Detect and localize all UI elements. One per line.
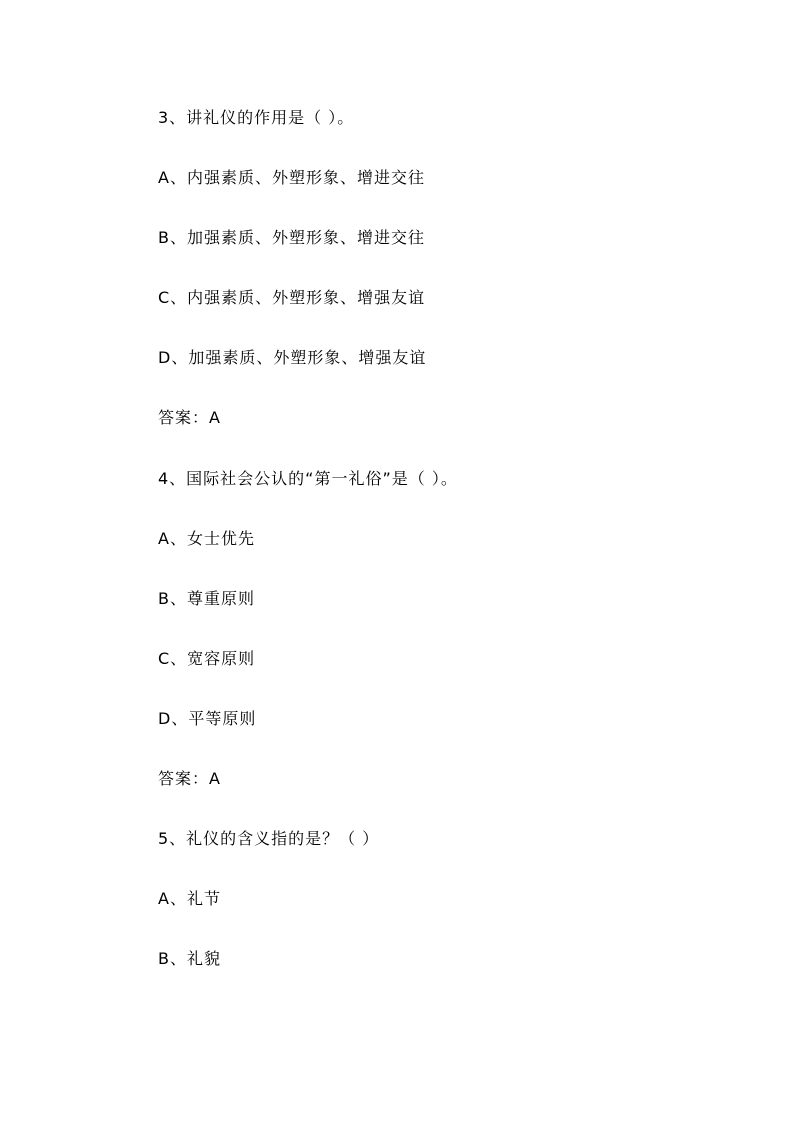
question-4-option-c: C、宽容原则 (158, 648, 256, 668)
question-4-text: 4、国际社会公认的“第一礼俗”是（ ）。 (158, 468, 458, 488)
question-4-option-a: A、女士优先 (158, 528, 255, 548)
question-4-answer: 答案：A (158, 769, 221, 789)
question-5-option-b: B、礼貌 (158, 949, 221, 969)
question-3-text: 3、讲礼仪的作用是（ ）。 (158, 108, 355, 127)
question-3-option-a: A、内强素质、外塑形象、增进交往 (158, 168, 425, 188)
question-5-option-a: A、礼节 (158, 889, 221, 909)
question-5-text: 5、礼仪的含义指的是？（ ） (158, 829, 380, 849)
question-list (158, 100, 718, 1001)
question-3-option-d: D、加强素质、外塑形象、增强友谊 (158, 348, 427, 368)
question-3-option-c: C、内强素质、外塑形象、增强友谊 (158, 288, 426, 308)
question-3-option-b: B、加强素质、外塑形象、增进交往 (158, 228, 425, 248)
question-3-answer: 答案：A (158, 408, 221, 428)
question-4-option-d: D、平等原则 (158, 708, 257, 728)
question-4-option-b: B、尊重原则 (158, 588, 255, 608)
